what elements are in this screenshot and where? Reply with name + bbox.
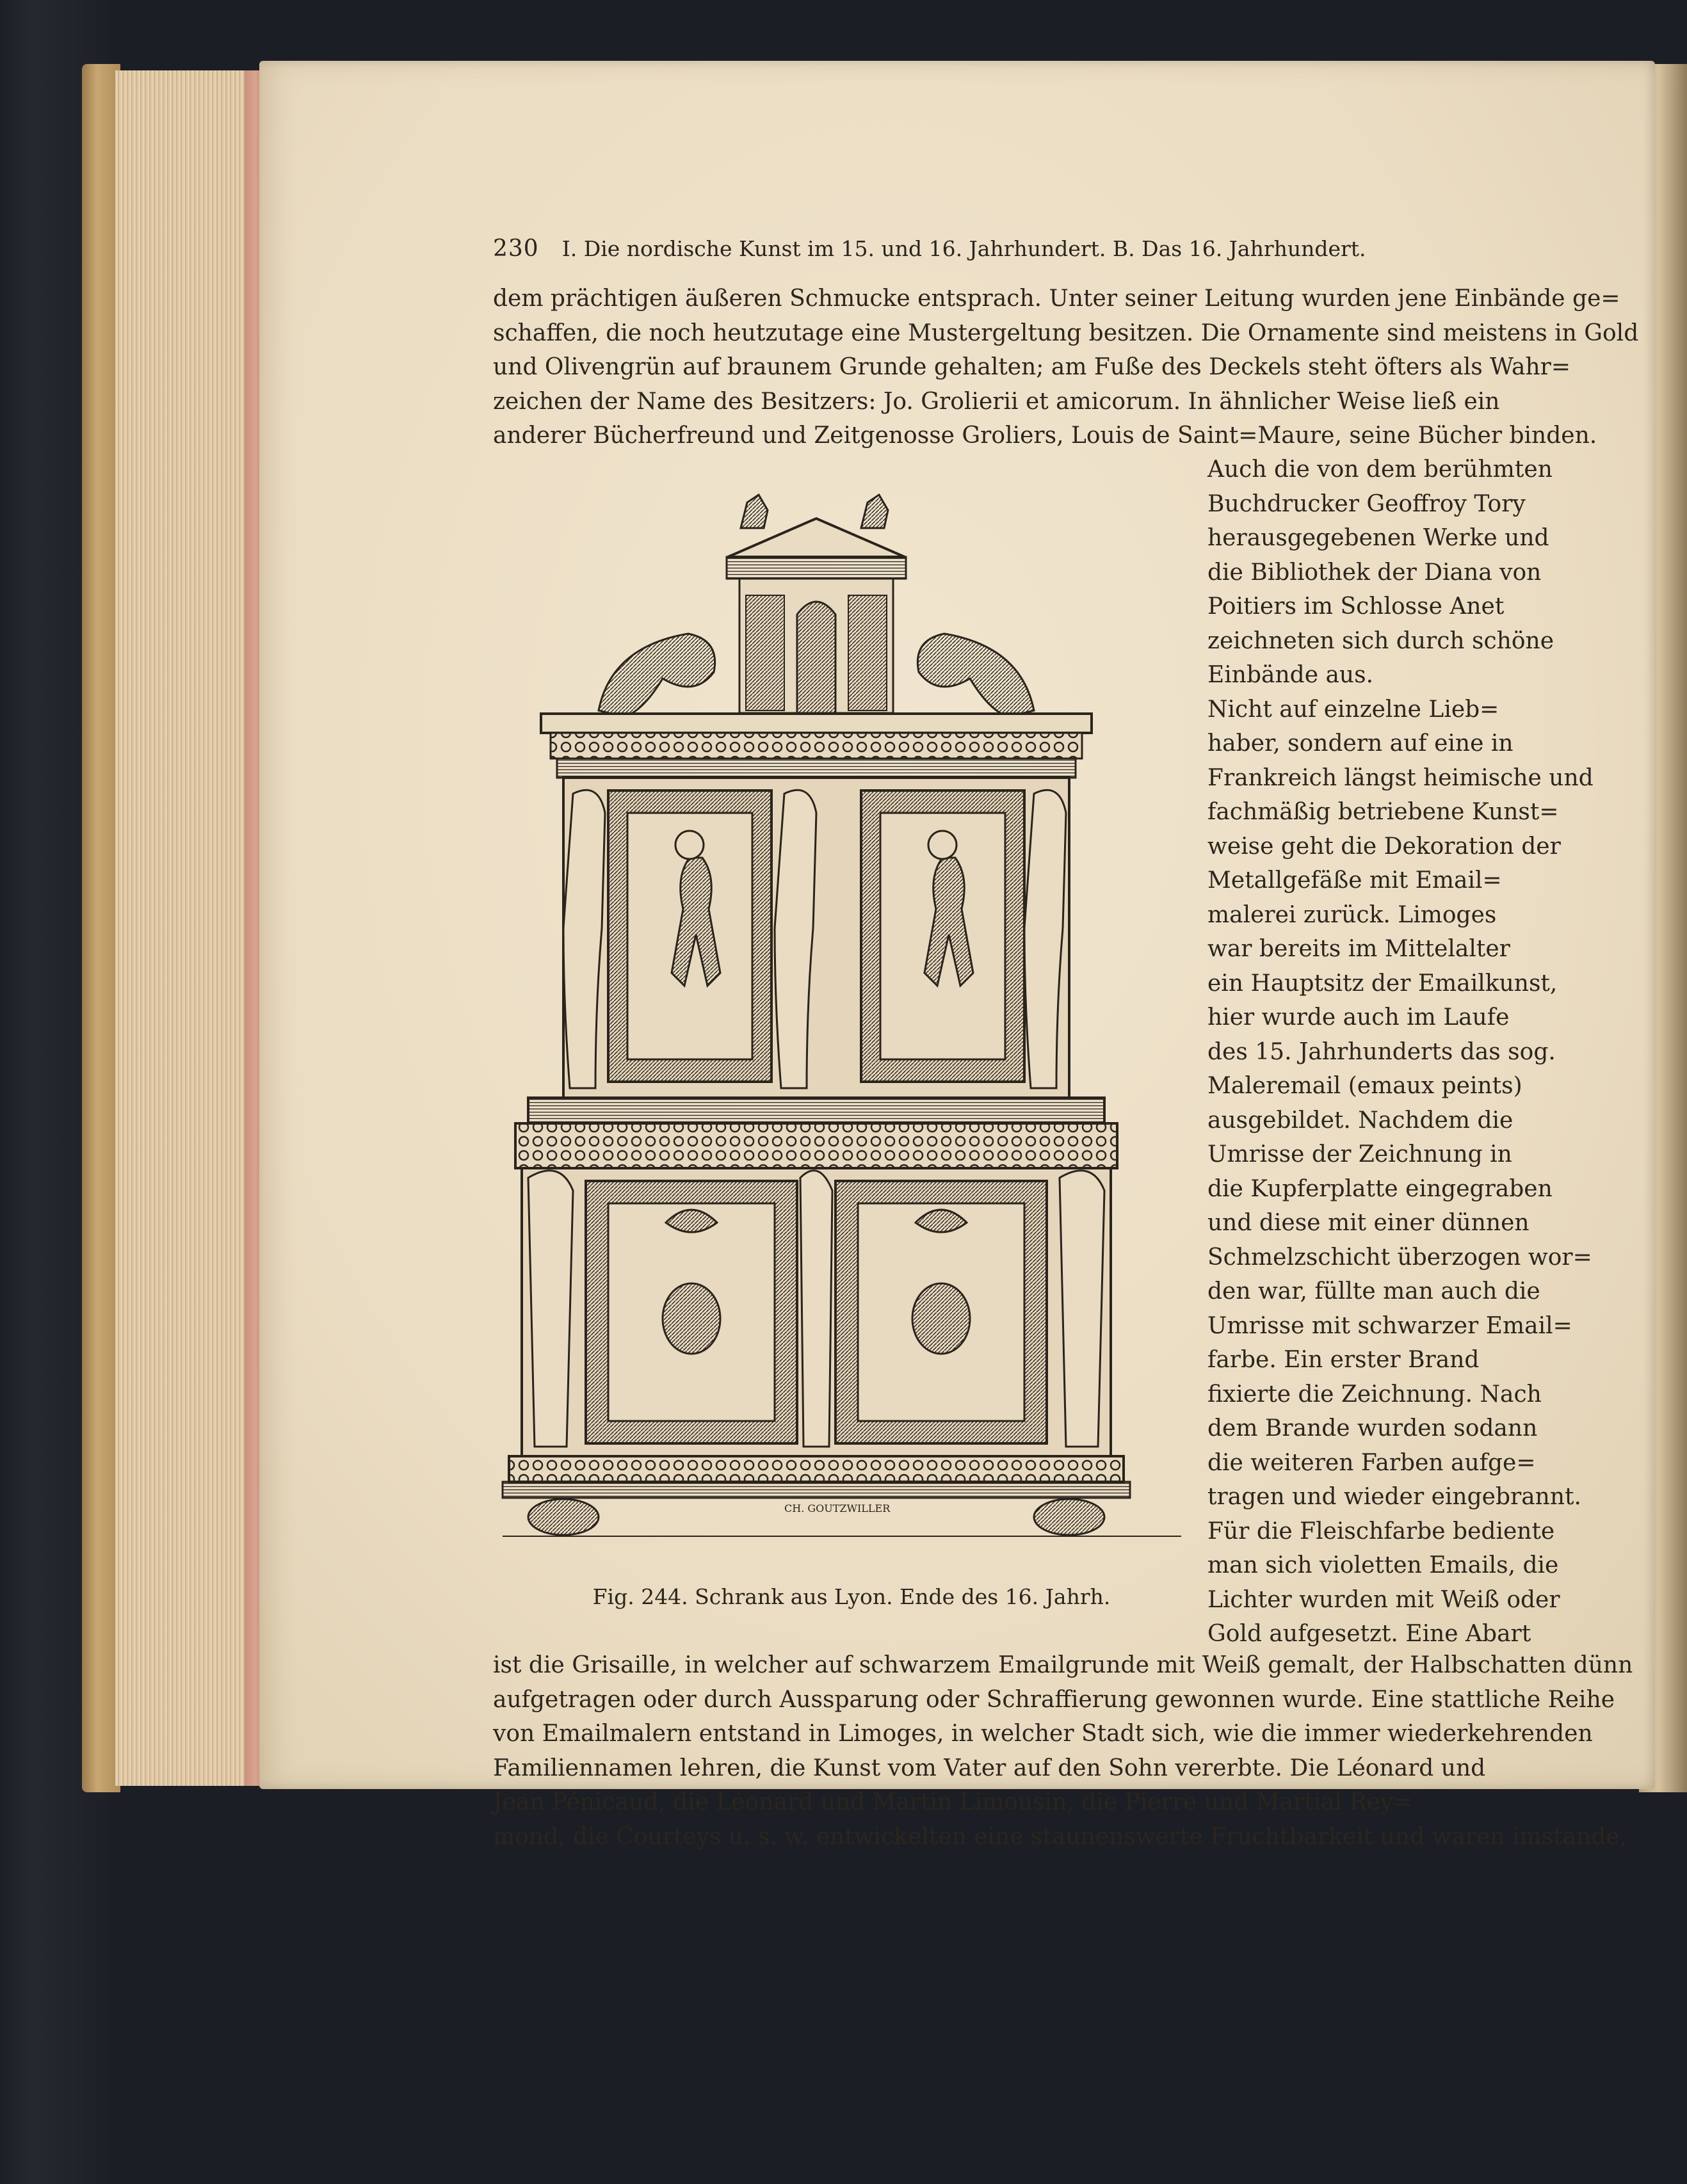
text-line: Umrisse der Zeichnung in	[1207, 1141, 1512, 1168]
text-line: Einbände aus.	[1207, 662, 1374, 688]
text-line: haber, sondern auf eine in	[1207, 730, 1513, 757]
text-line: und Olivengrün auf braunem Grunde gehalten; am Fuße des Deckels steht öfters als Wahr=	[493, 354, 1571, 380]
text-line: man sich violetten Emails, die	[1207, 1552, 1559, 1578]
text-line: Metallgefäße mit Email=	[1207, 867, 1502, 894]
running-header	[493, 236, 1402, 266]
text-line: fachmäßig betriebene Kunst=	[1207, 799, 1559, 825]
text-line: schaffen, die noch heutzutage eine Mustergeltung besitzen. Die Ornamente sind meistens in Gold	[493, 319, 1639, 346]
side-column-text	[1207, 453, 1594, 1651]
text-line: Familiennamen lehren, die Kunst vom Vater auf den Sohn vererbte. Die Léonard und	[493, 1754, 1486, 1781]
running-title: I. Die nordische Kunst im 15. und 16. Jahrhundert. B. Das 16. Jahrhundert.	[561, 236, 1366, 261]
text-line: ein Hauptsitz der Emailkunst,	[1207, 970, 1558, 997]
text-line: dem prächtigen äußeren Schmucke entsprach. Unter seiner Leitung wurden jene Einbände ge=	[493, 285, 1620, 312]
text-line: fixierte die Zeichnung. Nach	[1207, 1381, 1542, 1408]
text-line: ausgebildet. Nachdem die	[1207, 1107, 1513, 1134]
text-line: Umrisse mit schwarzer Email=	[1207, 1312, 1572, 1339]
text-line: aufgetragen oder durch Aussparung oder Schraffierung gewonnen wurde. Eine stattliche Reihe	[493, 1686, 1615, 1713]
text-line: war bereits im Mittelalter	[1207, 936, 1510, 962]
text-line: des 15. Jahrhunderts das sog.	[1207, 1038, 1556, 1065]
text-line: Maleremail (emaux peints)	[1207, 1073, 1522, 1099]
figure-caption: Fig. 244. Schrank aus Lyon. Ende des 16. Jahrh.	[592, 1584, 1111, 1609]
text-line: Auch die von dem berühmten	[1207, 456, 1553, 483]
text-line: anderer Bücherfreund und Zeitgenosse Groliers, Louis de Saint=Maure, seine Bücher binden.	[493, 422, 1597, 449]
text-line: zeichen der Name des Besitzers: Jo. Grolierii et amicorum. In ähnlicher Weise ließ ein	[493, 388, 1500, 415]
text-line: hier wurde auch im Laufe	[1207, 1004, 1510, 1031]
page-number: 230	[493, 236, 539, 262]
bottom-paragraph	[493, 1648, 1633, 1854]
text-line: zeichneten sich durch schöne	[1207, 627, 1554, 654]
text-line: Für die Fleischfarbe bediente	[1207, 1518, 1555, 1545]
text-line: dem Brande wurden sodann	[1207, 1415, 1538, 1441]
text-line: die Kupferplatte eingegraben	[1207, 1175, 1553, 1202]
text-line: herausgegebenen Werke und	[1207, 525, 1549, 551]
text-line: und diese mit einer dünnen	[1207, 1210, 1530, 1236]
text-line: die weiteren Farben aufge=	[1207, 1449, 1536, 1476]
engraver-signature: CH. GOUTZWILLER	[784, 1502, 891, 1514]
text-line: Jean Pénicaud, die Léonard und Martin Limousin, die Pierre und Martial Rey=	[493, 1789, 1413, 1815]
text-line: farbe. Ein erster Brand	[1207, 1347, 1480, 1373]
text-line: Lichter wurden mit Weiß oder	[1207, 1586, 1560, 1613]
text-line: Poitiers im Schlosse Anet	[1207, 593, 1505, 620]
text-line: die Bibliothek der Diana von	[1207, 559, 1542, 586]
text-line: tragen und wieder eingebrannt.	[1207, 1484, 1581, 1510]
text-line: Frankreich längst heimische und	[1207, 764, 1594, 791]
page-stack-edge	[115, 70, 262, 1786]
text-line: Gold aufgesetzt. Eine Abart	[1207, 1621, 1531, 1647]
book-cover-edge	[82, 64, 120, 1792]
top-paragraph	[493, 282, 1639, 453]
text-line: Buchdrucker Geoffroy Tory	[1207, 490, 1526, 517]
cabinet-engraving	[503, 486, 1194, 1565]
text-line: malerei zurück. Limoges	[1207, 901, 1497, 928]
text-line: mond, die Courteys u. s. w. entwickelten eine staunenswerte Fruchtbarkeit und waren imstande,	[493, 1823, 1627, 1850]
text-line: ist die Grisaille, in welcher auf schwarzem Emailgrunde mit Weiß gemalt, der Halbschatten dünn	[493, 1652, 1633, 1678]
text-line: den war, füllte man auch die	[1207, 1278, 1540, 1305]
text-line: von Emailmalern entstand in Limoges, in welcher Stadt sich, wie die immer wiederkehrenden	[493, 1721, 1593, 1747]
text-line: Schmelzschicht überzogen wor=	[1207, 1244, 1592, 1271]
text-line: Nicht auf einzelne Lieb=	[1207, 696, 1499, 723]
text-line: weise geht die Dekoration der	[1207, 833, 1561, 860]
